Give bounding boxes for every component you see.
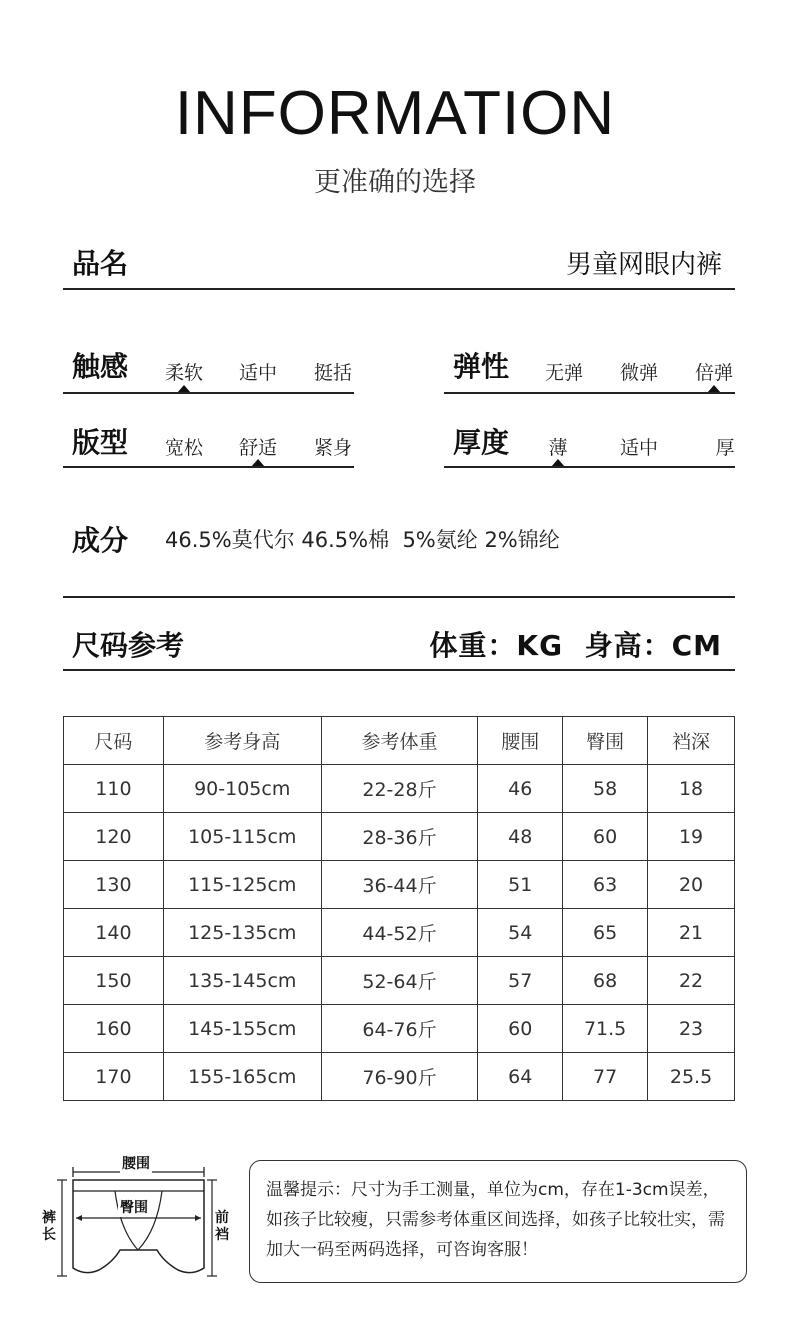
thickness-option-thin: 薄 [548, 437, 568, 459]
cell-weight: 52-64斤 [321, 957, 478, 1005]
divider [444, 466, 735, 468]
table-header-row [64, 717, 735, 765]
cell-weight: 76-90斤 [321, 1053, 478, 1101]
cell-rise: 19 [648, 813, 735, 861]
table-row [64, 765, 735, 813]
cell-waist: 54 [478, 909, 563, 957]
cell-rise: 22 [648, 957, 735, 1005]
cell-height: 125-135cm [163, 909, 321, 957]
diagram-rise-label: 前裆 [215, 1210, 229, 1243]
table-row [64, 1053, 735, 1101]
cell-hip: 71.5 [563, 1005, 648, 1053]
divider [63, 288, 735, 290]
header-waist: 腰围 [478, 717, 563, 765]
cell-waist: 60 [478, 1005, 563, 1053]
cell-waist: 64 [478, 1053, 563, 1101]
diagram-length-label: 裤长 [42, 1210, 56, 1243]
cell-weight: 28-36斤 [321, 813, 478, 861]
cell-height: 105-115cm [163, 813, 321, 861]
touch-option-firm: 挺括 [313, 362, 352, 384]
table-row [64, 1005, 735, 1053]
elasticity-label: 弹性 [453, 350, 510, 383]
cell-height: 135-145cm [163, 957, 321, 1005]
fit-option-tight: 紧身 [313, 437, 352, 459]
cell-waist: 46 [478, 765, 563, 813]
cell-hip: 60 [563, 813, 648, 861]
table-row [64, 957, 735, 1005]
cell-hip: 65 [563, 909, 648, 957]
cell-hip: 63 [563, 861, 648, 909]
page-subtitle: 更准确的选择 [314, 167, 476, 198]
cell-height: 155-165cm [163, 1053, 321, 1101]
table-row [64, 861, 735, 909]
composition-label: 成分 [72, 524, 129, 557]
product-name-label: 品名 [72, 247, 129, 280]
table-row [64, 813, 735, 861]
touch-label: 触感 [72, 350, 129, 383]
cell-hip: 68 [563, 957, 648, 1005]
cell-rise: 18 [648, 765, 735, 813]
cell-waist: 48 [478, 813, 563, 861]
thickness-label: 厚度 [453, 426, 510, 459]
cell-rise: 20 [648, 861, 735, 909]
cell-size: 140 [64, 909, 164, 957]
cell-size: 110 [64, 765, 164, 813]
product-name-value: 男童网眼内裤 [565, 250, 722, 280]
table-row [64, 909, 735, 957]
divider [63, 669, 735, 671]
cell-size: 150 [64, 957, 164, 1005]
cell-rise: 25.5 [648, 1053, 735, 1101]
cell-size: 130 [64, 861, 164, 909]
cell-weight: 64-76斤 [321, 1005, 478, 1053]
cell-waist: 51 [478, 861, 563, 909]
cell-height: 90-105cm [163, 765, 321, 813]
cell-size: 120 [64, 813, 164, 861]
touch-option-medium: 适中 [238, 362, 277, 384]
cell-size: 160 [64, 1005, 164, 1053]
cell-waist: 57 [478, 957, 563, 1005]
composition-value: 46.5%莫代尔 46.5%棉 5%氨纶 2%锦纶 [165, 528, 560, 552]
header-height: 参考身高 [163, 717, 321, 765]
cell-height: 115-125cm [163, 861, 321, 909]
elasticity-option-slight: 微弹 [619, 362, 658, 384]
fit-option-loose: 宽松 [164, 437, 203, 459]
size-section-label: 尺码参考 [72, 629, 185, 662]
divider [444, 392, 735, 394]
header-size: 尺码 [64, 717, 164, 765]
cell-weight: 22-28斤 [321, 765, 478, 813]
fit-option-comfort: 舒适 [238, 437, 277, 459]
divider [63, 596, 735, 598]
cell-weight: 44-52斤 [321, 909, 478, 957]
cell-hip: 58 [563, 765, 648, 813]
elasticity-option-none: 无弹 [544, 362, 583, 384]
elasticity-option-high: 倍弹 [694, 362, 733, 384]
diagram-hip-label: 臀围 [118, 1197, 150, 1217]
header-rise: 裆深 [648, 717, 735, 765]
thickness-option-medium: 适中 [619, 437, 658, 459]
touch-option-soft: 柔软 [164, 362, 203, 384]
size-units: 体重：KG 身高：CM [429, 629, 722, 662]
page-title: INFORMATION [174, 79, 616, 148]
cell-size: 170 [64, 1053, 164, 1101]
cell-height: 145-155cm [163, 1005, 321, 1053]
cell-rise: 23 [648, 1005, 735, 1053]
thickness-option-thick: 厚 [715, 437, 735, 459]
size-table [63, 716, 735, 1101]
divider [63, 466, 354, 468]
header-hip: 臀围 [563, 717, 648, 765]
fit-label: 版型 [72, 426, 129, 459]
diagram-waist-label: 腰围 [120, 1153, 152, 1173]
cell-weight: 36-44斤 [321, 861, 478, 909]
cell-hip: 77 [563, 1053, 648, 1101]
header-weight: 参考体重 [321, 717, 478, 765]
warm-tip-text: 温馨提示：尺寸为手工测量，单位为cm，存在1-3cm误差，如孩子比较瘦，只需参考体重区间选择，如孩子比较壮实，需加大一码至两码选择，可咨询客服！ [266, 1180, 725, 1260]
cell-rise: 21 [648, 909, 735, 957]
divider [63, 392, 354, 394]
